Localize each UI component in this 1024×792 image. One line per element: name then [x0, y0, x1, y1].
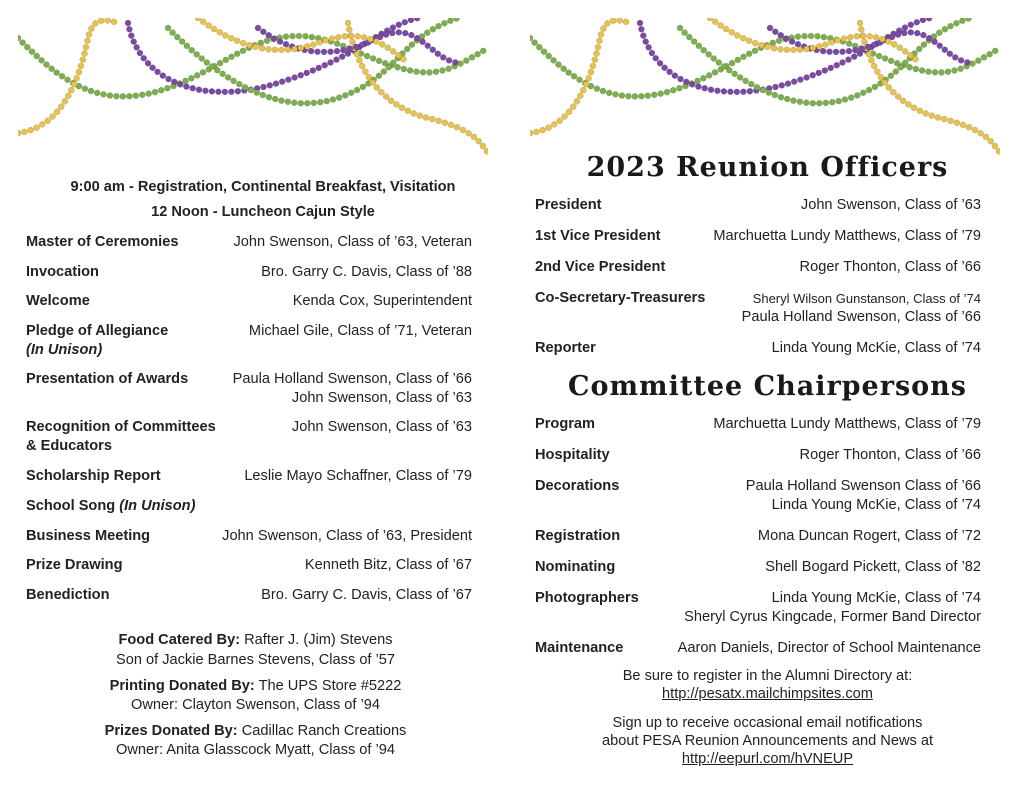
register-text: Be sure to register in the Alumni Directory at: [622, 668, 913, 684]
mardi-gras-beads-left [18, 18, 488, 163]
officer-role: Co-Secretary-Treasurers [535, 290, 706, 306]
officer-name: John Swenson, Class of ’63 [800, 197, 981, 213]
program-row-label: Business Meeting [26, 528, 151, 544]
officer-role: 1st Vice President [535, 228, 661, 244]
credit-value: The UPS Store #5222 [258, 678, 402, 694]
chairperson-name: Roger Thonton, Class of ’66 [799, 447, 981, 463]
chairperson-name: Linda Young McKie, Class of ’74 [771, 590, 981, 606]
credit-line [18, 722, 493, 741]
program-row-value: Paula Holland Swenson, Class of ’66 [232, 371, 472, 387]
committee-name: Nominating [535, 559, 616, 575]
program-row-value: John Swenson, Class of ’63 [291, 390, 472, 406]
chairperson-name: Aaron Daniels, Director of School Maintenance [677, 640, 981, 656]
chairperson-name: Linda Young McKie, Class of ’74 [771, 497, 981, 513]
program-row-label: Recognition of Committees [26, 419, 216, 435]
committee-name: Hospitality [535, 447, 610, 463]
officer-name: Sheryl Wilson Gunstanson, Class of ’74 [752, 291, 981, 306]
program-row-label: Invocation [26, 264, 99, 280]
program-row-label: Scholarship Report [26, 468, 161, 484]
credit-line [18, 631, 493, 650]
chairperson-name: Marchuetta Lundy Matthews, Class of ’79 [713, 416, 981, 432]
schedule-line-2: 12 Noon - Luncheon Cajun Style [151, 204, 375, 220]
program-row-value: John Swenson, Class of ’63 [291, 419, 472, 435]
credit-label: Prizes Donated By: [104, 723, 238, 739]
credit-detail: Owner: Clayton Swenson, Class of ’94 [130, 697, 381, 713]
credit-value: Cadillac Ranch Creations [241, 723, 407, 739]
signup-text-2: about PESA Reunion Announcements and News at [601, 733, 934, 749]
signup-text-1: Sign up to receive occasional email notifications [612, 715, 923, 731]
program-panel [18, 0, 508, 792]
program-row-value: John Swenson, Class of ’63, Veteran [233, 234, 472, 250]
officer-role: Reporter [535, 340, 596, 356]
program-row-label: Benediction [26, 587, 110, 603]
committee-name: Program [535, 416, 596, 432]
program-row-label: Pledge of Allegiance [26, 323, 169, 339]
mardi-gras-beads-right [530, 18, 1000, 163]
program-row-label: Master of Ceremonies [26, 234, 179, 250]
bead-strand [195, 18, 407, 62]
committee-name: Decorations [535, 478, 620, 494]
program-row-sublabel: (In Unison) [26, 342, 103, 358]
officer-name: Roger Thonton, Class of ’66 [799, 259, 981, 275]
credit-detail: Owner: Anita Glasscock Myatt, Class of ’94 [115, 742, 395, 758]
officer-role: 2nd Vice President [535, 259, 666, 275]
credit-label: Printing Donated By: [109, 678, 255, 694]
program-row-value: Kenda Cox, Superintendent [292, 293, 472, 309]
program-row-value: Kenneth Bitz, Class of ’67 [304, 557, 472, 573]
program-row-value: Leslie Mayo Schaffner, Class of ’79 [244, 468, 472, 484]
officers-title: 2023 Reunion Officers [586, 152, 949, 183]
program-row-label-italic: (In Unison) [119, 498, 196, 514]
register-link[interactable]: http://pesatx.mailchimpsites.com [662, 686, 873, 702]
program-row-label-2: & Educators [26, 438, 112, 454]
credit-line [18, 677, 493, 696]
chairperson-name: Shell Bogard Pickett, Class of ’82 [765, 559, 981, 575]
program-row-value: Michael Gile, Class of ’71, Veteran [248, 323, 472, 339]
committee-name: Photographers [535, 590, 639, 606]
officer-name: Marchuetta Lundy Matthews, Class of ’79 [713, 228, 981, 244]
program-row-value: Bro. Garry C. Davis, Class of ’88 [261, 264, 472, 280]
program-row-label: School Song [26, 498, 116, 514]
credit-value: Rafter J. (Jim) Stevens [244, 632, 393, 648]
signup-link[interactable]: http://eepurl.com/hVNEUP [681, 751, 854, 767]
officers-panel [530, 0, 1020, 792]
program-row-label: Presentation of Awards [26, 371, 189, 387]
credit-label: Food Catered By: [118, 632, 241, 648]
chairperson-name: Sheryl Cyrus Kingcade, Former Band Director [684, 609, 981, 625]
schedule-line-1: 9:00 am - Registration, Continental Breakfast, Visitation [70, 179, 456, 195]
committee-name: Maintenance [535, 640, 624, 656]
chairperson-name: Paula Holland Swenson Class of ’66 [745, 478, 981, 494]
program-row-label: Prize Drawing [26, 557, 123, 573]
program-row-value: John Swenson, Class of ’63, President [222, 528, 472, 544]
officer-name: Linda Young McKie, Class of ’74 [771, 340, 981, 356]
officer-name: Paula Holland Swenson, Class of ’66 [741, 309, 981, 325]
chairperson-name: Mona Duncan Rogert, Class of ’72 [757, 528, 981, 544]
credit-detail: Son of Jackie Barnes Stevens, Class of ’57 [115, 652, 396, 668]
officer-role: President [535, 197, 602, 213]
program-row-label: Welcome [26, 293, 90, 309]
committee-name: Registration [535, 528, 621, 544]
bead-strand [707, 18, 919, 62]
committees-title: Committee Chairpersons [567, 371, 967, 402]
program-row-value: Bro. Garry C. Davis, Class of ’67 [261, 587, 472, 603]
